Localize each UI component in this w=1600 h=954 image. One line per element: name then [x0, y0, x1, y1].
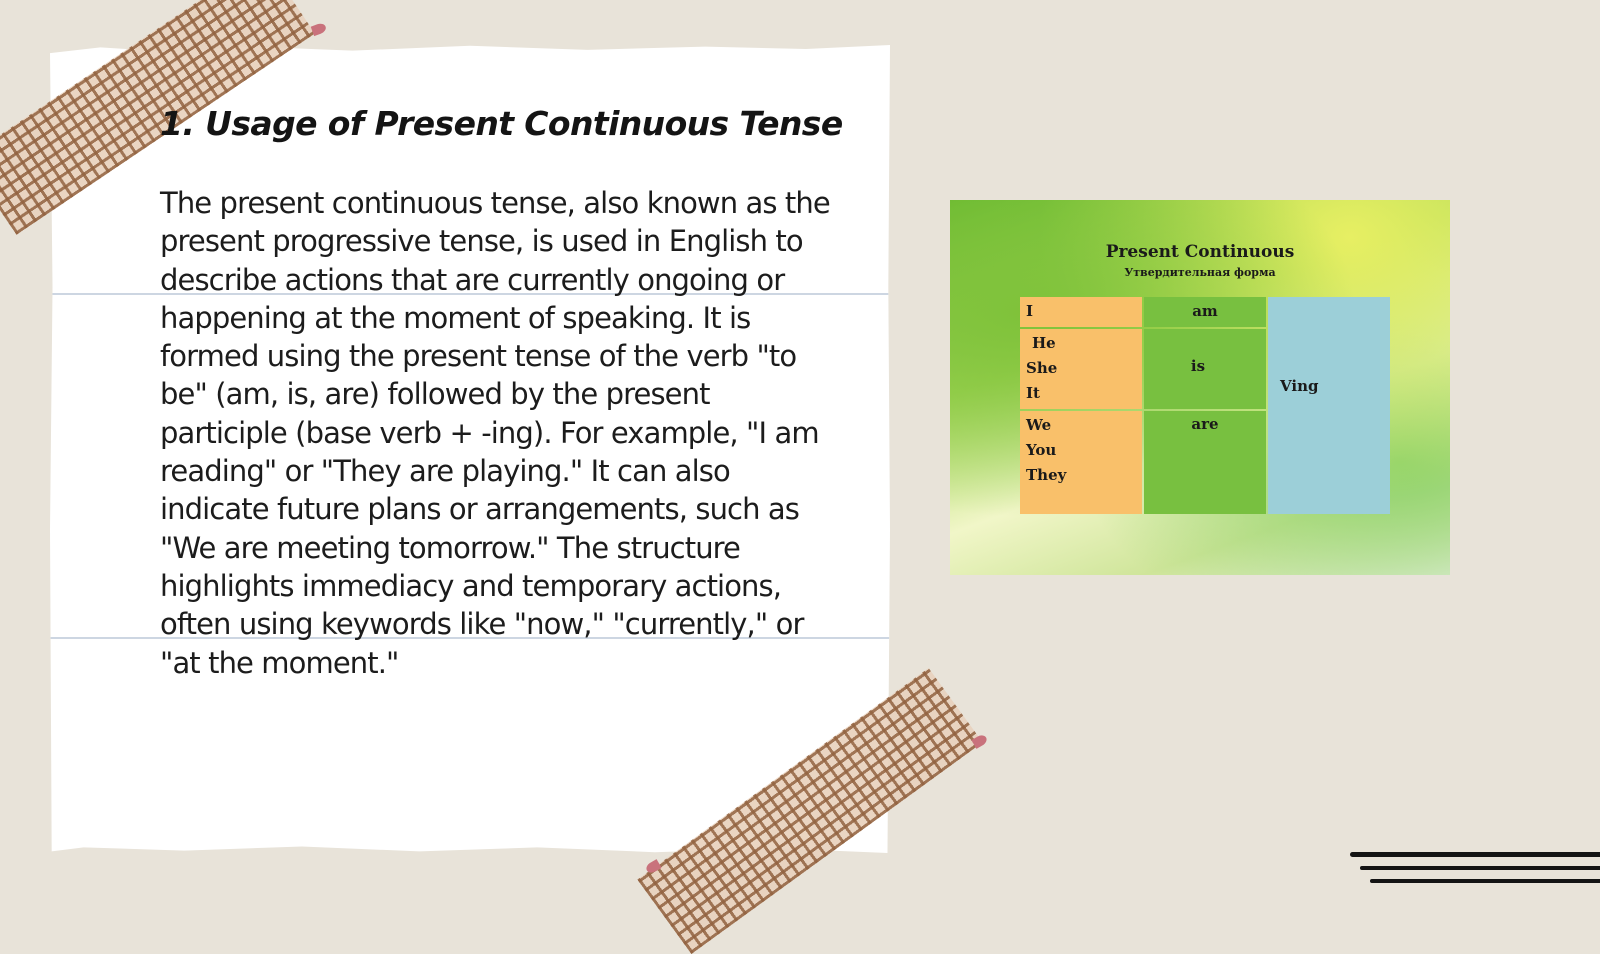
decorative-line-1	[1350, 852, 1600, 857]
suffix-cell	[1268, 297, 1390, 514]
verb-cell-1	[1144, 297, 1266, 327]
pronoun-i: I	[1026, 302, 1034, 320]
slide-heading: 1. Usage of Present Continuous Tense	[160, 104, 843, 143]
decorative-line-3	[1370, 879, 1600, 883]
verb-cell-2	[1144, 329, 1266, 409]
pronoun-cell-3	[1020, 411, 1142, 514]
pronoun-he: He	[1032, 334, 1056, 352]
figure-title: Present Continuous	[1105, 242, 1295, 262]
verb-are: are	[1191, 415, 1219, 433]
tape-end-top	[311, 22, 328, 36]
verb-am: am	[1192, 302, 1218, 320]
verb-cell-3	[1144, 411, 1266, 514]
present-continuous-chart	[950, 200, 1450, 575]
pronoun-they: They	[1026, 466, 1067, 484]
pronoun-it: It	[1026, 384, 1040, 402]
suffix-ving: Ving	[1280, 377, 1319, 395]
decorative-line-2	[1360, 866, 1600, 870]
figure-subtitle: Утвердительная форма	[1124, 266, 1276, 279]
verb-is: is	[1190, 357, 1206, 375]
pronoun-cell-2	[1020, 329, 1142, 409]
pronoun-we: We	[1026, 416, 1052, 434]
pronoun-cell-1	[1020, 297, 1142, 327]
slide-paragraph: The present continuous tense, also known as the present progressive tense, is used in English to describe actions that are currently ongoing or happening at the moment of speaking. It is formed using the present tense of the verb "to be" (am, is, are) followed by the present participle (base verb + -ing). For example, "I am reading" or "They are playing." It can also indicate future plans or arrangements, such as "We are meeting tomorrow." The structure highlights immediacy and temporary actions, often using keywords like "now," "currently," or "at the moment."	[160, 186, 830, 680]
pronoun-she: She	[1026, 359, 1058, 377]
pronoun-you: You	[1026, 441, 1057, 459]
